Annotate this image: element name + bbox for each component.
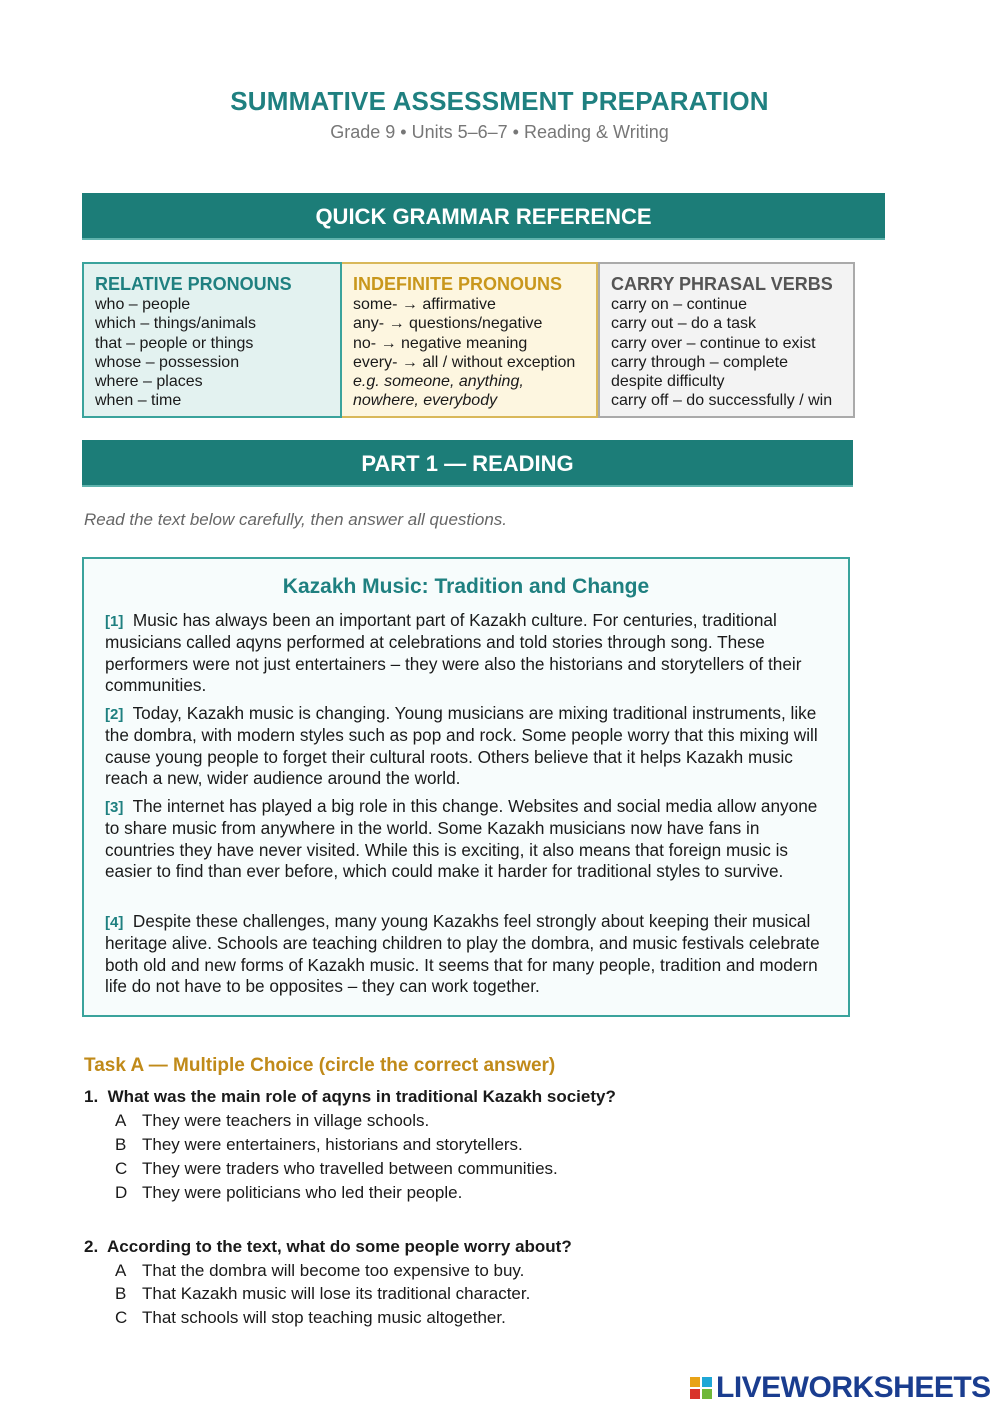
relative-pronouns-column [82, 262, 342, 418]
liveworksheets-logo[interactable] [690, 1371, 991, 1404]
indefinite-pronouns-column [342, 262, 598, 418]
option-text: That the dombra will become too expensive to buy. [142, 1261, 525, 1280]
paragraph-number: [2] [105, 706, 124, 723]
grammar-example-line: nowhere, everybody [353, 392, 498, 410]
reading-section-banner: PART 1 — READING [82, 440, 853, 487]
option-text: They were entertainers, historians and storytellers. [142, 1135, 523, 1154]
option-letter: A [115, 1261, 127, 1280]
reading-paragraph [105, 796, 831, 882]
paragraph-number: [4] [105, 914, 124, 931]
question-text: According to the text, what do some people worry about? [107, 1237, 572, 1256]
grammar-line: any- → questions/negative [353, 315, 543, 333]
grammar-line: despite difficulty [611, 373, 725, 391]
reading-instructions: Read the text below carefully, then answer all questions. [84, 510, 508, 529]
grammar-line: some- → affirmative [353, 296, 496, 313]
grammar-line: who – people [95, 296, 191, 313]
paragraph-text: Despite these challenges, many young Kazakhs feel strongly about keeping their musical heritage alive. Schools are teaching children to play the dombra, and music festivals celebrate both old and new forms of Kazakh music. It seems that for many people, tradition and modern life do not have to be opposites – they can work together. [105, 911, 820, 996]
option-text: That Kazakh music will lose its traditional character. [142, 1284, 531, 1303]
grammar-line: no- → negative meaning [353, 334, 528, 352]
answer-option[interactable] [115, 1183, 462, 1203]
paragraph-number: [3] [105, 799, 124, 816]
option-letter: D [115, 1183, 128, 1202]
logo-block [690, 1377, 700, 1387]
grammar-example-line: e.g. someone, anything, [353, 373, 524, 391]
reading-paragraph [105, 703, 831, 789]
answer-option[interactable] [115, 1135, 523, 1155]
grammar-line: every- → all / without exception [353, 353, 576, 371]
paragraph-text: The internet has played a big role in this change. Websites and social media allow anyone to share music from anywhere in the world. Some Kazakh musicians now have fans in countries they have never visited. While this is exciting, it also means that foreign music is easier to find than ever before, which could make it harder for traditional styles to survive. [105, 796, 818, 881]
logo-block [690, 1389, 700, 1399]
paragraph-text: Today, Kazakh music is changing. Young musicians are mixing traditional instruments, like the dombra, with modern styles such as pop and rock. Some people worry that this mixing will cause young people to forget their cultural roots. Others believe that it helps Kazakh music reach a new, wider audience around the world. [105, 703, 818, 788]
task-a-heading: Task A — Multiple Choice (circle the correct answer) [84, 1055, 556, 1076]
reading-paragraph [105, 911, 831, 997]
indefinite-pronouns-heading: INDEFINITE PRONOUNS [353, 274, 563, 294]
page-title: SUMMATIVE ASSESSMENT PREPARATION [230, 86, 769, 116]
grammar-line: which – things/animals [95, 315, 256, 333]
grammar-line: that – people or things [95, 334, 254, 352]
option-text: They were politicians who led their people. [142, 1183, 463, 1202]
grammar-reference-table [82, 262, 855, 418]
question-text: What was the main role of aqyns in traditional Kazakh society? [107, 1087, 616, 1106]
carry-phrasal-verbs-heading: CARRY PHRASAL VERBS [611, 274, 833, 294]
reading-text-box [82, 557, 850, 1017]
question-2 [84, 1237, 572, 1257]
reading-paragraph [105, 610, 831, 696]
relative-pronouns-heading: RELATIVE PRONOUNS [95, 274, 292, 294]
option-text: They were teachers in village schools. [142, 1111, 430, 1130]
question-number: 1. [84, 1087, 99, 1106]
grammar-line: carry off – do successfully / win [611, 392, 833, 410]
grammar-reference-banner: QUICK GRAMMAR REFERENCE [82, 193, 885, 240]
option-letter: A [115, 1111, 127, 1130]
grammar-line: when – time [95, 392, 182, 410]
paragraph-number: [1] [105, 613, 124, 630]
answer-option[interactable] [115, 1308, 506, 1328]
page-subtitle: Grade 9 • Units 5–6–7 • Reading & Writing [330, 122, 669, 142]
grammar-line: where – places [95, 373, 203, 391]
grammar-line: carry through – complete [611, 353, 788, 371]
logo-text: LIVEWORKSHEETS [716, 1371, 991, 1404]
answer-option[interactable] [115, 1261, 524, 1281]
grammar-line: whose – possession [95, 353, 240, 371]
carry-phrasal-verbs-column [598, 262, 855, 418]
answer-option[interactable] [115, 1159, 558, 1179]
answer-option[interactable] [115, 1111, 429, 1131]
option-letter: B [115, 1135, 127, 1154]
logo-blocks-icon [690, 1377, 712, 1399]
option-letter: B [115, 1284, 127, 1303]
option-text: That schools will stop teaching music altogether. [142, 1308, 506, 1327]
paragraph-text: Music has always been an important part of Kazakh culture. For centuries, traditional musicians called aqyns performed at celebrations and told stories through song. These performers were not just entertainers – they were also the historians and storytellers of their communities. [105, 610, 802, 695]
reading-text-title: Kazakh Music: Tradition and Change [282, 575, 650, 598]
logo-block [702, 1377, 712, 1387]
question-1 [84, 1087, 616, 1107]
grammar-line: carry out – do a task [611, 315, 756, 333]
logo-block [702, 1389, 712, 1399]
question-number: 2. [84, 1237, 99, 1256]
option-letter: C [115, 1308, 128, 1327]
option-letter: C [115, 1159, 128, 1178]
answer-option[interactable] [115, 1284, 530, 1304]
grammar-line: carry over – continue to exist [611, 334, 816, 352]
option-text: They were traders who travelled between communities. [142, 1159, 558, 1178]
grammar-line: carry on – continue [611, 296, 748, 313]
